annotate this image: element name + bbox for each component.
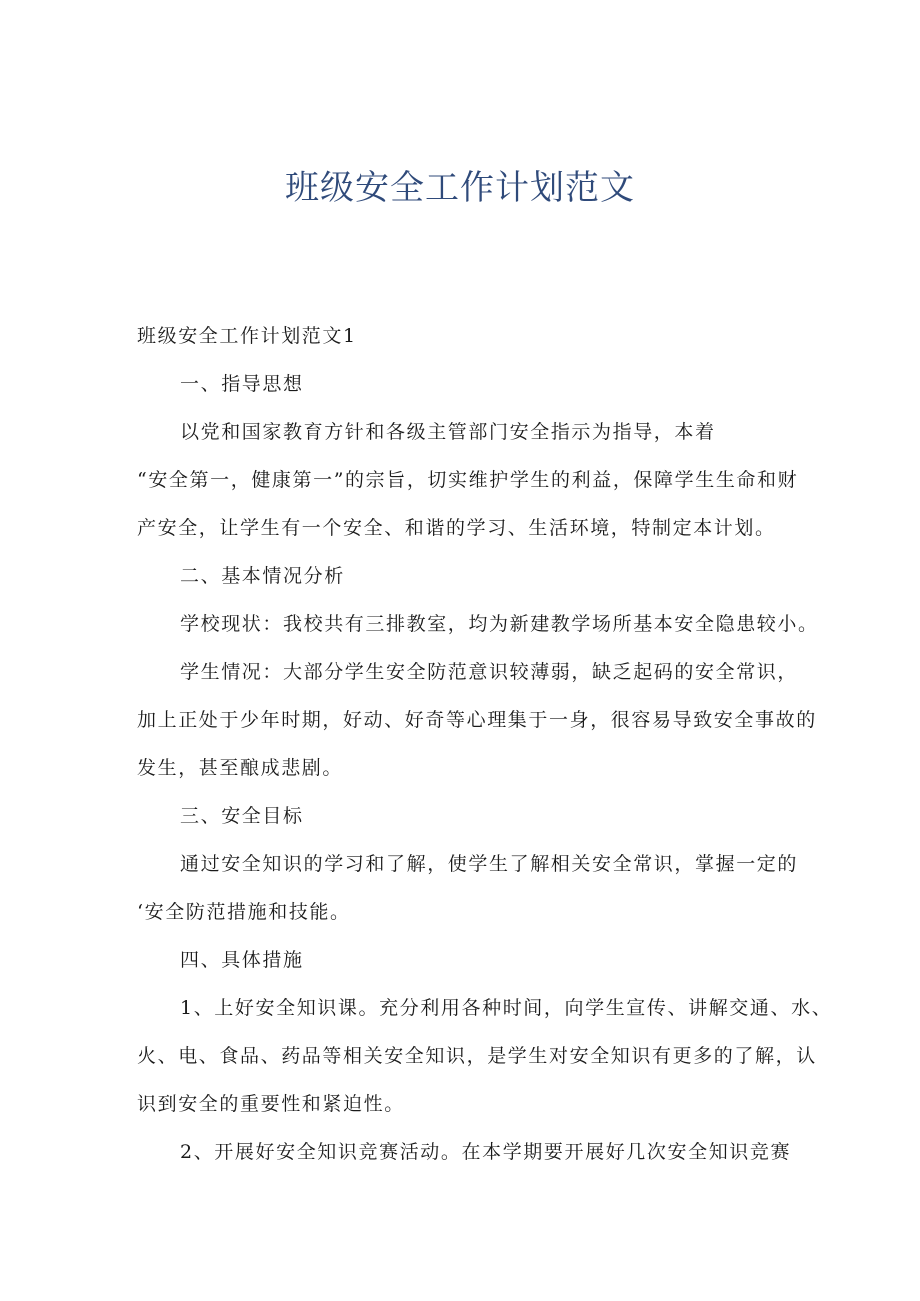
paragraph-line: ‘安全防范措施和技能。 [137,901,351,923]
section-heading-guiding-thought: 一、指导思想 [180,373,304,395]
document-body [137,312,833,1176]
section-heading-specific-measures: 四、具体措施 [180,949,304,971]
paragraph-line: 产安全，让学生有一个安全、和谐的学习、生活环境，特制定本计划。 [137,517,776,539]
paragraph-line: 2、开展好安全知识竞赛活动。在本学期要开展好几次安全知识竞赛 [180,1141,792,1163]
paragraph-line: 学生情况：大部分学生安全防范意识较薄弱，缺乏起码的安全常识， [180,661,799,683]
paragraph-line: 发生，甚至酿成悲剧。 [137,757,344,779]
paragraph-line: 学校现状：我校共有三排教室，均为新建教学场所基本安全隐患较小。 [180,613,819,635]
paragraph-line: 火、电、食品、药品等相关安全知识，是学生对安全知识有更多的了解，认 [137,1045,817,1067]
document-title: 班级安全工作计划范文 [285,168,635,208]
subtitle-line: 班级安全工作计划范文1 [137,325,357,347]
section-heading-situation-analysis: 二、基本情况分析 [180,565,345,587]
section-heading-safety-goals: 三、安全目标 [180,805,304,827]
paragraph-line: 加上正处于少年时期，好动、好奇等心理集于一身，很容易导致安全事故的 [137,709,817,731]
paragraph-line: “安全第一，健康第一”的宗旨，切实维护学生的利益，保障学生生命和财 [137,469,799,491]
paragraph-line: 识到安全的重要性和紧迫性。 [137,1093,405,1115]
paragraph-line: 以党和国家教育方针和各级主管部门安全指示为指导，本着 [180,421,716,443]
paragraph-line: 1、上好安全知识课。充分利用各种时间，向学生宣传、讲解交通、水、 [180,997,833,1019]
paragraph-line: 通过安全知识的学习和了解，使学生了解相关安全常识，掌握一定的 [180,853,799,875]
